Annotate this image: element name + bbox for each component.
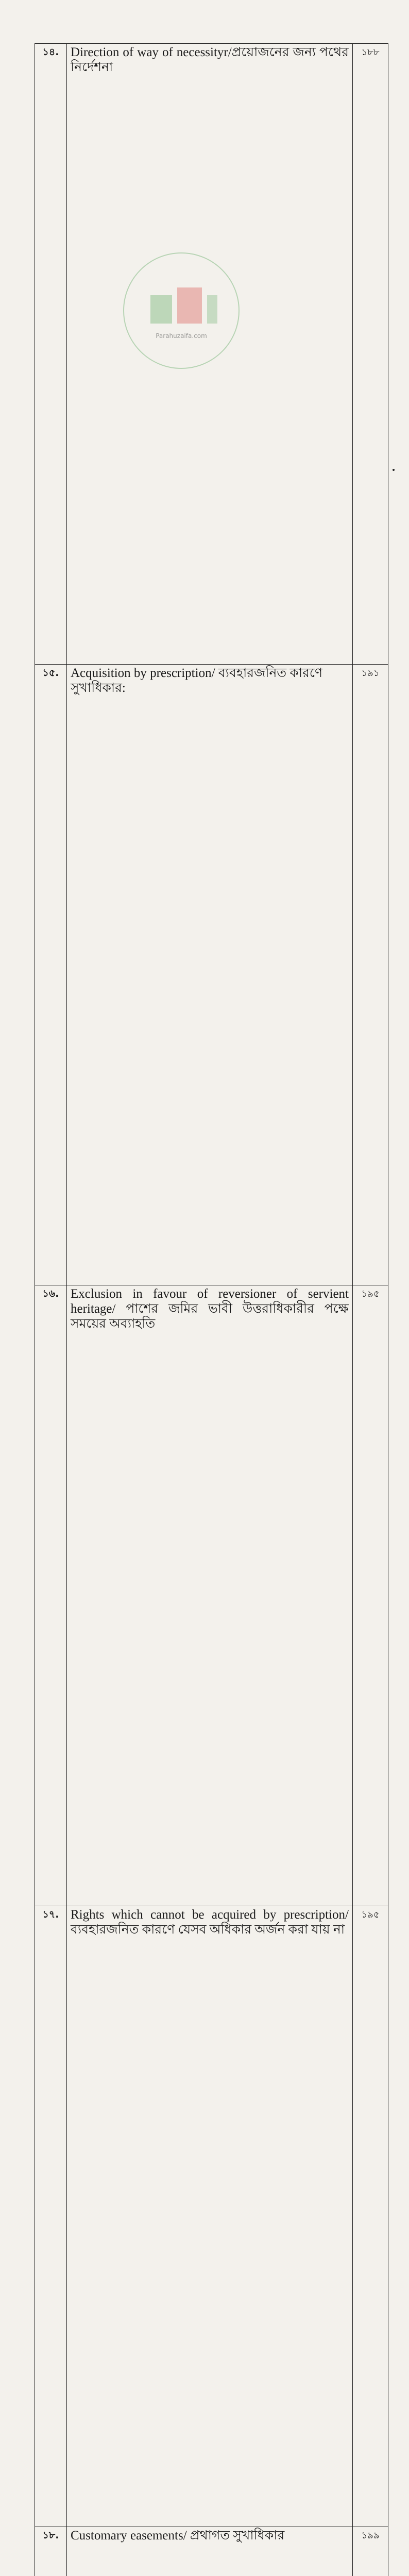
contents-table: [35, 43, 388, 2576]
section-title: Acquisition by prescription/ ব্যবহারজনিত কারণে সুখাধিকার:: [71, 666, 349, 696]
page-number: ১৯৫: [353, 1906, 388, 2527]
toc-entry-row: [35, 44, 388, 665]
toc-entry-row: [35, 2527, 388, 2576]
page-number: ১৮৮: [353, 44, 388, 665]
toc-entry-row: [35, 1285, 388, 1906]
page-number: ১৯৯: [353, 2527, 388, 2576]
section-title: Direction of way of necessityr/প্রয়োজনের জন্য পথের নির্দেশনা: [71, 45, 349, 75]
section-number: ১৫.: [35, 665, 67, 1285]
section-number: ১৭.: [35, 1906, 67, 2527]
section-title-cell: [67, 2527, 353, 2576]
section-title-cell: [67, 1285, 353, 1906]
ink-dot: [393, 469, 395, 471]
toc-entry-row: [35, 1906, 388, 2527]
section-number: ১৪.: [35, 44, 67, 665]
section-title-cell: [67, 1906, 353, 2527]
page-number: ১৯১: [353, 665, 388, 1285]
page-number: ১৯৫: [353, 1285, 388, 1906]
contents-table-body: [35, 44, 388, 2576]
section-title-cell: [67, 44, 353, 665]
toc-entry-row: [35, 665, 388, 1285]
section-title: Customary easements/ প্রথাগত সুখাধিকার: [71, 2528, 349, 2543]
section-title-cell: [67, 665, 353, 1285]
watermark-text: Parahuzaifa.com: [156, 332, 207, 340]
section-number: ১৬.: [35, 1285, 67, 1906]
section-title: Exclusion in favour of reversioner of servient heritage/ পাশের জমির ভাবী উত্তরাধিকারীর পক্ষে সময়ের অব্যাহতি: [71, 1286, 349, 1331]
book-page: [0, 0, 409, 618]
section-number: ১৮.: [35, 2527, 67, 2576]
section-title: Rights which cannot be acquired by prescription/ব্যবহারজনিত কারণে যেসব অধিকার অর্জন করা যায় না: [71, 1907, 349, 1937]
